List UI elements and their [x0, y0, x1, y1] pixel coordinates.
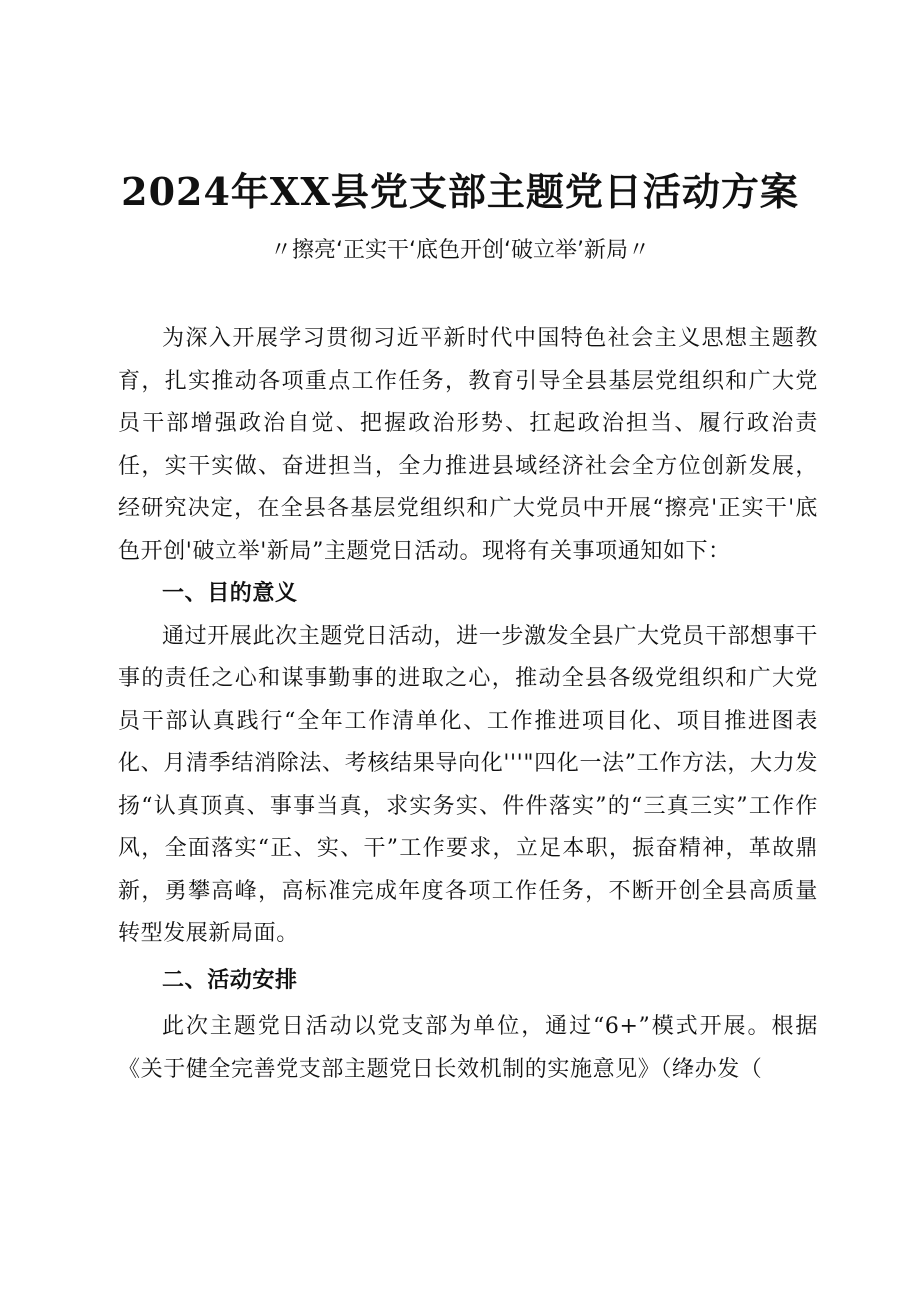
section-paragraph-arrangement: 此次主题党日活动以党支部为单位，通过“6+”模式开展。根据《关于健全完善党支部主题党日长效机制的实施意见》（绛办发（: [118, 1014, 818, 1082]
document-title: 2024年XX县党支部主题党日活动方案: [121, 169, 799, 214]
document-subtitle: 〃擦亮‘正实干‘底色开创‘破立举’新局〃: [270, 238, 650, 263]
section-heading-arrangement: 二、活动安排: [162, 967, 298, 993]
document-body: [118, 318, 818, 1091]
section-heading-purpose: 一、目的意义: [162, 581, 298, 606]
section-paragraph-purpose: 通过开展此次主题党日活动，进一步激发全县广大党员干部想事干事的责任之心和谋事勤事的进取之心，推动全县各级党组织和广大党员干部认真践行“全年工作清单化、工作推进项目化、项目推进图表化、月清季结消除法、考核结果导向化'''"四化一法”工作方法，大力发扬“认真顶真、事事当真，求实务实、件件落实”的“三真三实”工作作风，全面落实“正、实、干”工作要求，立足本职，振奋精神，革故鼎新，勇攀高峰，高标准完成年度各项工作任务，不断开创全县高质量转型发展新局面。: [118, 623, 818, 946]
intro-paragraph: 为深入开展学习贯彻习近平新时代中国特色社会主义思想主题教育，扎实推动各项重点工作任务，教育引导全县基层党组织和广大党员干部增强政治自觉、把握政治形势、扛起政治担当、履行政治责任，实干实做、奋进担当，全力推进县域经济社会全方位创新发展，经研究决定，在全县各基层党组织和广大党员中开展“擦亮'正实干'底色开创'破立举'新局”主题党日活动。现将有关事项通知如下：: [118, 326, 818, 564]
